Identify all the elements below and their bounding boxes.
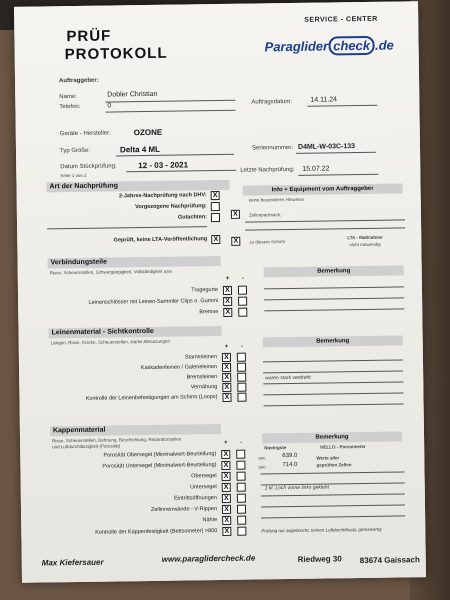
lines-remark-line-5 xyxy=(264,403,404,406)
hole-note: 1 kl. Loch vorne links geklebt xyxy=(264,484,329,492)
maker-value: OZONE xyxy=(133,127,163,138)
strength-ok-box[interactable]: X xyxy=(222,527,231,536)
lta-measure-a: LTA - Maßnahme xyxy=(347,234,383,241)
info-hint: keine besonderen Hinweise xyxy=(248,196,305,203)
lta-label: Geprüft, keine LTA-Veröffentlichung xyxy=(113,236,208,244)
top-sail-nok-box[interactable] xyxy=(237,472,246,481)
connections-remark-header: Bemerkung xyxy=(264,265,404,277)
section-lines-header: Leinenmaterial - Sichtkontrolle xyxy=(48,326,221,338)
glider-box[interactable]: X xyxy=(231,237,240,246)
canopy-sub-2: und Luftdurchlässigkeit (Porosität) xyxy=(52,443,121,450)
links-ok-box[interactable]: X xyxy=(223,297,232,306)
lines-remark-line-3 xyxy=(263,381,403,384)
inspection-date-value: 12 - 03 - 2021 xyxy=(138,160,189,171)
last-check-line xyxy=(298,174,378,176)
canopy-remark-header: Bemerkung xyxy=(262,431,402,443)
info-line-2 xyxy=(245,227,405,230)
lta-box[interactable]: X xyxy=(211,235,220,244)
plus-col-2: + xyxy=(224,343,229,350)
pre-check-label: Vorgezogene Nachprüfung: xyxy=(135,203,207,211)
risers-ok-box[interactable]: X xyxy=(223,286,232,295)
pre-check-box[interactable] xyxy=(211,202,220,211)
row-porosity-top: Porosität Obersegel (Minimalwert-Beurteilung) xyxy=(103,451,217,459)
dhv-check-label: 2-Jahres-Nachprüfung nach DHV: xyxy=(118,192,207,200)
main-lines-ok-box[interactable]: X xyxy=(222,353,231,362)
bag-box[interactable]: X xyxy=(231,210,240,219)
title-line-2: PROTOKOLL xyxy=(64,44,168,64)
main-lines-nok-box[interactable] xyxy=(237,353,246,362)
bottom-sail-ok-box[interactable]: X xyxy=(222,483,231,492)
lines-remark-header: Bemerkung xyxy=(263,335,403,347)
report-box[interactable] xyxy=(211,213,220,222)
stitching-ok-box[interactable]: X xyxy=(222,383,231,392)
cascade-lines-ok-box[interactable]: X xyxy=(222,363,231,372)
type-value: Delta 4 ML xyxy=(119,144,161,155)
footer-street: Riedweg 30 xyxy=(297,554,342,564)
footer-website[interactable]: www.paraglidercheck.de xyxy=(161,553,256,564)
lta-measure-b: nicht notwendig xyxy=(349,241,381,248)
section-canopy-header: Kappenmaterial xyxy=(50,424,221,436)
title-line-1: PRÜF xyxy=(66,27,112,46)
cascade-lines-nok-box[interactable] xyxy=(237,363,246,372)
stitching-nok-box[interactable] xyxy=(237,383,246,392)
info-glider: zu diesem Schirm xyxy=(249,239,286,245)
lines-remark-line-1 xyxy=(263,359,403,362)
inspection-date-line xyxy=(126,170,236,173)
lines-sub: Längen, Risse, Knicke, Scheuerstellen, starke Abnutzungen xyxy=(50,338,171,346)
row-brake-lines: Bremsleinen xyxy=(186,374,218,381)
row-brake: Bremse xyxy=(199,309,219,316)
row-cascade-lines: Kaskadenleinen / Galerieleinen xyxy=(140,364,218,372)
cells-label: geprüften Zellen xyxy=(316,462,352,468)
footer-name: Max Kiefersauer xyxy=(41,557,104,568)
phone-value: 0 xyxy=(107,102,112,110)
phone-label: Telefon: xyxy=(59,103,81,111)
serial-value: D4ML-W-03C-133 xyxy=(297,143,356,151)
lowest-label: Niedrigste xyxy=(264,445,287,451)
order-date-value: 14.11.24 xyxy=(310,96,338,104)
loops-ok-box[interactable]: X xyxy=(222,393,231,402)
canopy-remark-line-4 xyxy=(261,504,405,507)
phone-line xyxy=(105,110,235,113)
row-ribs: Zellinnenwände - V-Rippen xyxy=(150,506,218,513)
plus-col-1: + xyxy=(225,275,230,282)
minus-col-2: - xyxy=(240,343,243,350)
row-links: Leinenschlösser mit Leinen-Sammler Clips o. Gummi xyxy=(88,298,219,306)
porosity-value-2: 714.0 xyxy=(282,461,298,469)
info-line-1 xyxy=(245,219,405,222)
serial-label: Seriennummer: xyxy=(251,144,294,152)
info-bag: Zellenpacksack, xyxy=(248,212,282,218)
last-check-label: Letzte Nachprüfung: xyxy=(240,166,295,174)
row-strength: Kontrolle der Kappenfestigkeit (Bettsometer) >800 xyxy=(95,528,218,536)
lines-note: waren stark verdreht xyxy=(265,374,311,382)
section-connections-header: Verbindungsteile xyxy=(48,256,221,268)
ribs-ok-box[interactable]: X xyxy=(222,505,231,514)
connections-remark-line-1 xyxy=(264,286,404,289)
page-number: Seite 1 von 2 xyxy=(60,172,87,179)
risers-nok-box[interactable] xyxy=(238,286,247,295)
art-line xyxy=(47,226,207,229)
serial-line xyxy=(296,152,376,154)
footer-city: 83674 Gaissach xyxy=(359,555,420,566)
lines-remark-line-2 xyxy=(263,370,403,373)
row-bottom-sail: Untersegel xyxy=(190,484,217,491)
porosity-value-1: 639.0 xyxy=(282,452,298,460)
name-label: Name: xyxy=(59,93,77,101)
links-nok-box[interactable] xyxy=(238,297,247,306)
canopy-remark-line-3 xyxy=(261,493,405,496)
porosimeter-label: HELLO - Porosimeter xyxy=(320,443,366,450)
row-porosity-bottom: Porosität Untersegel (Minimalwert-Beurteilung) xyxy=(102,462,217,470)
lines-remark-line-4 xyxy=(263,392,403,395)
type-label: Typ Größe: xyxy=(59,147,91,155)
brake-nok-box[interactable] xyxy=(238,308,247,317)
minus-col-1: - xyxy=(241,275,244,282)
paraglidercheck-logo: Paraglider check .de xyxy=(264,37,394,55)
row-risers: Tragegurte xyxy=(191,287,219,294)
ribs-nok-box[interactable] xyxy=(237,505,246,514)
bottom-sail-nok-box[interactable] xyxy=(237,483,246,492)
order-date-line xyxy=(307,105,377,107)
row-top-sail: Obersegel xyxy=(191,473,217,480)
brake-lines-ok-box[interactable]: X xyxy=(222,373,231,382)
canopy-remark-line-5 xyxy=(261,515,405,518)
openings-ok-box[interactable]: X xyxy=(222,494,231,503)
porosity-bottom-ok-box[interactable]: X xyxy=(221,461,230,470)
report-label: Gutachten: xyxy=(177,214,207,221)
porosity-top-nok-box[interactable] xyxy=(236,450,245,459)
name-line xyxy=(105,100,235,103)
sec-label-2: sec. xyxy=(258,464,267,470)
seams-ok-box[interactable]: X xyxy=(222,516,231,525)
section-art-header: Art der Nachprüfung xyxy=(46,180,229,193)
service-center-label: SERVICE - CENTER xyxy=(304,15,378,24)
canopy-remark-line-1 xyxy=(261,471,405,474)
sec-label-1: sec. xyxy=(258,455,267,461)
loops-nok-box[interactable] xyxy=(237,393,246,402)
plus-col-3: + xyxy=(224,439,228,446)
connections-sub: Risse, Scheuerstellen, Schwergängigkeit, Vollständigkeit usw. xyxy=(49,268,173,276)
minus-col-3: - xyxy=(240,439,243,446)
customer-section-label: Auftraggeber: xyxy=(58,77,99,85)
row-seams: Nähte xyxy=(202,517,218,524)
last-check-value: 15.07.22 xyxy=(302,165,330,173)
dhv-check-box[interactable]: X xyxy=(211,191,220,200)
connections-remark-line-3 xyxy=(264,308,404,311)
row-openings: Eintrittsöffnungen xyxy=(174,495,217,502)
connections-remark-line-2 xyxy=(264,297,404,300)
inspection-date-label: Datum Stückprüfung: xyxy=(60,163,117,171)
top-sail-ok-box[interactable]: X xyxy=(222,472,231,481)
strength-nok-box[interactable] xyxy=(237,527,246,536)
seams-nok-box[interactable] xyxy=(237,516,246,525)
order-date-label: Auftragsdatum: xyxy=(251,98,293,106)
all-values-label: Werte aller xyxy=(316,455,340,461)
porosity-bottom-nok-box[interactable] xyxy=(236,461,245,470)
name-value: Dobler Christian xyxy=(107,90,158,99)
porosity-top-ok-box[interactable]: X xyxy=(221,450,230,459)
final-note: Prüfung nur angebrocht, keinen Luftdurchlässig, grenzwertig xyxy=(261,526,382,534)
protocol-sheet xyxy=(14,1,426,583)
info-header: Info + Equipment vom Auftraggeber xyxy=(243,183,403,195)
brake-ok-box[interactable]: X xyxy=(223,308,232,317)
maker-label: Geräte - Hersteller: xyxy=(59,130,111,138)
row-main-lines: Stammleinen xyxy=(184,354,217,361)
canopy-remark-line-2 xyxy=(261,482,405,485)
brake-lines-nok-box[interactable] xyxy=(237,373,246,382)
canopy-sub-1: Risse, Scheuerstellen, Dehnung, Beschichtung, Reparaturstellen xyxy=(52,436,182,444)
row-loops: Kontrolle der Leinenbefestigungen am Schirm (Loops) xyxy=(85,394,218,402)
row-stitching: Vernähung xyxy=(190,384,218,391)
openings-nok-box[interactable] xyxy=(237,494,246,503)
